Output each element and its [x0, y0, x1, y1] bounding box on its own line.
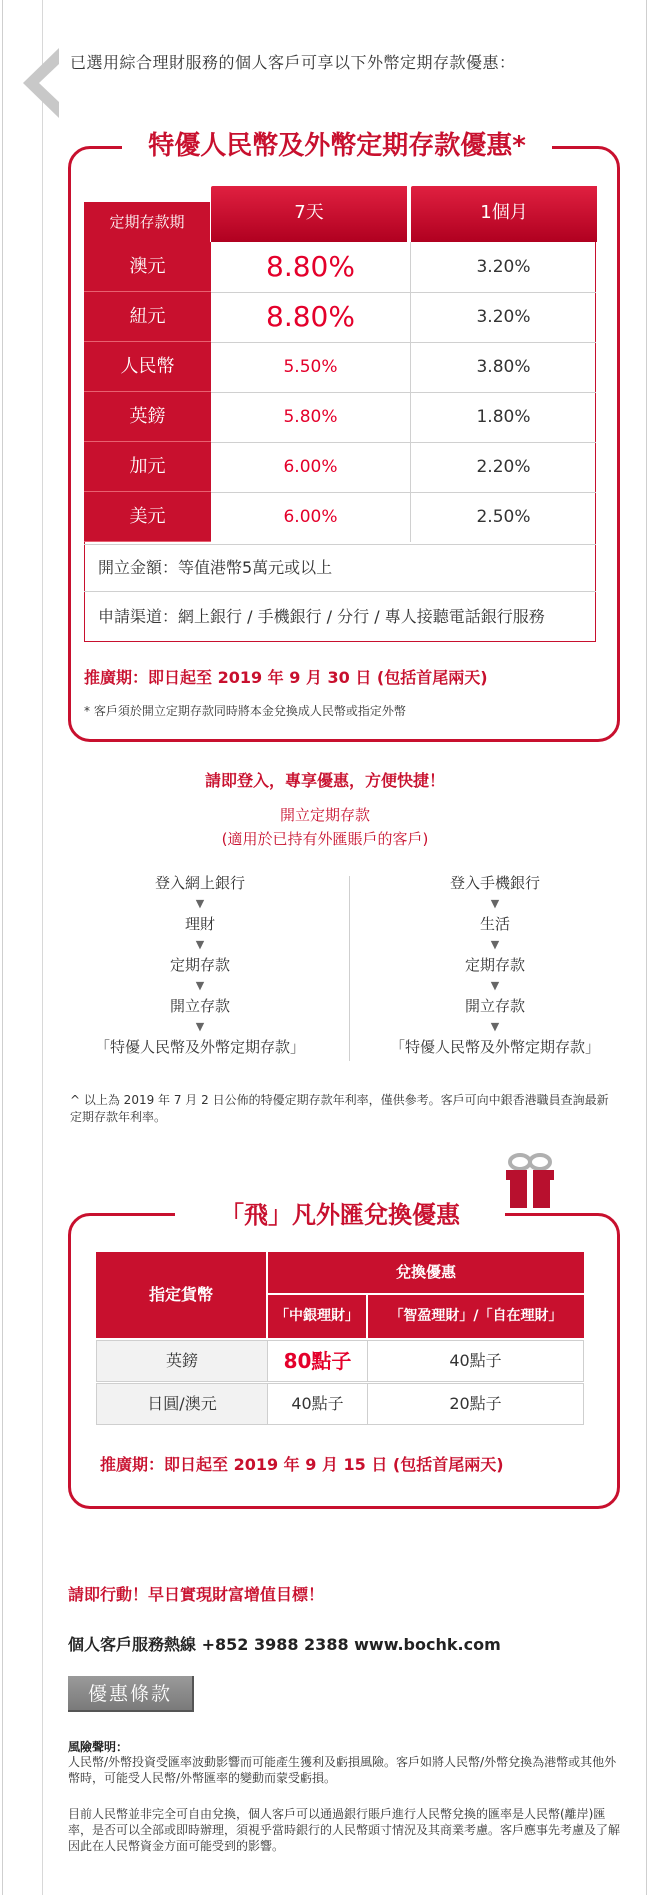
- table-row: [84, 292, 596, 343]
- rate-disclaimer: ^ 以上為 2019 年 7 月 2 日公佈的特優定期存款年利率，僅供參考。客戶可向中銀香港職員查詢最新定期存款年利率。: [70, 1093, 609, 1124]
- other-wealth-header: 「智盈理財」/「自在理財」: [368, 1295, 584, 1338]
- rate-7d-cell: 8.80%: [211, 292, 411, 342]
- rate-footnote: * 客戶須於開立定期存款同時將本金兌換成人民幣或指定外幣: [84, 704, 406, 718]
- pips-cell: 80點子: [268, 1341, 368, 1381]
- rate-7d-cell: 6.00%: [211, 492, 411, 542]
- down-arrow-icon: ▼: [490, 1020, 500, 1033]
- pips-cell: 20點子: [368, 1384, 583, 1424]
- down-arrow-icon: ▼: [490, 897, 500, 910]
- currency-cell: 人民幣: [84, 342, 211, 392]
- step-item: 「特優人民幣及外幣定期存款」: [389, 1038, 600, 1056]
- term-header: 定期存款期: [84, 202, 210, 242]
- rate-promo-period: 推廣期：即日起至 2019 年 9 月 30 日 (包括首尾兩天): [84, 668, 488, 687]
- down-arrow-icon: ▼: [490, 938, 500, 951]
- table-row: [84, 242, 596, 293]
- table-row: [84, 342, 596, 393]
- exchange-offer-title: 「飛」凡外匯兌換優惠: [175, 1197, 505, 1233]
- table-row: [84, 442, 596, 493]
- min-amount-note: 開立金額：等值港幣5萬元或以上: [84, 544, 596, 592]
- page-border-right: [646, 0, 647, 1895]
- currency-cell: 澳元: [84, 242, 211, 292]
- risk-title: 風險聲明：: [68, 1740, 129, 1754]
- currency-cell: 英鎊: [84, 392, 211, 442]
- rate-1m-cell: 3.20%: [476, 307, 531, 327]
- currency-cell: 加元: [84, 442, 211, 492]
- table-row: [96, 1383, 584, 1425]
- rate-1m-cell: 3.20%: [476, 257, 531, 277]
- rate-1m-cell: 1.80%: [476, 407, 531, 427]
- step-item: 開立存款: [464, 997, 525, 1015]
- rate-7d-cell: 5.50%: [211, 342, 411, 392]
- table-row: [84, 392, 596, 443]
- down-arrow-icon: ▼: [490, 979, 500, 992]
- step-item: 定期存款: [169, 956, 230, 974]
- rate-7d-cell: 8.80%: [211, 242, 411, 292]
- pips-cell: 40點子: [368, 1341, 583, 1381]
- pips-cell: 40點子: [268, 1384, 368, 1424]
- boc-wealth-header: 「中銀理財」: [268, 1295, 366, 1338]
- intro-text: 已選用綜合理財服務的個人客戶可享以下外幣定期存款優惠：: [70, 53, 516, 72]
- rate-1m-cell: 2.50%: [476, 507, 531, 527]
- down-arrow-icon: ▼: [195, 938, 205, 951]
- down-arrow-icon: ▼: [195, 1020, 205, 1033]
- risk-paragraph: 人民幣/外幣投資受匯率波動影響而可能產生獲利及虧損風險。客戶如將人民幣/外幣兌換為港幣或其他外幣時，可能受人民幣/外幣匯率的變動而蒙受虧損。: [68, 1755, 617, 1785]
- step-item: 理財: [184, 915, 215, 933]
- section-marker-icon: [23, 48, 59, 118]
- rate-offer-title: 特優人民幣及外幣定期存款優惠*: [122, 126, 552, 166]
- down-arrow-icon: ▼: [195, 897, 205, 910]
- step-item: 定期存款: [464, 956, 525, 974]
- tab-7-days: 7天: [211, 186, 407, 242]
- table-row: [84, 492, 596, 545]
- channels-note: 申請渠道：網上銀行 / 手機銀行 / 分行 / 專人接聽電話銀行服務: [98, 607, 545, 626]
- currency-cell: 紐元: [84, 292, 211, 342]
- down-arrow-icon: ▼: [195, 979, 205, 992]
- offer-header: 兌換優惠: [268, 1252, 584, 1293]
- page-border-left: [2, 0, 3, 1895]
- tab-1-month: 1個月: [411, 186, 597, 242]
- table-row: [96, 1340, 584, 1382]
- cta-subtitle: 開立定期存款: [279, 806, 370, 824]
- action-line: 請即行動！早日實現財富增值目標！: [68, 1585, 325, 1604]
- step-item: 登入手機銀行: [449, 874, 540, 892]
- cta-headline: 請即登入，專享優惠，方便快捷！: [204, 771, 445, 790]
- steps-divider: [349, 876, 350, 1061]
- gift-icon: [500, 1150, 560, 1210]
- terms-button[interactable]: 優惠條款: [68, 1676, 194, 1712]
- step-item: 「特優人民幣及外幣定期存款」: [94, 1038, 305, 1056]
- rate-1m-cell: 3.80%: [476, 357, 531, 377]
- currency-cell: 英鎊: [97, 1341, 268, 1381]
- risk-paragraph: 目前人民幣並非完全可自由兌換，個人客戶可以通過銀行賬戶進行人民幣兌換的匯率是人民幣(離岸)匯率，是否可以全部或即時辦理，須視乎當時銀行的人民幣頭寸情況及其商業考慮。客戶應事先考慮及了解因此在人民幣資金方面可能受到的影響。: [68, 1807, 621, 1853]
- currency-cell: 美元: [84, 492, 211, 542]
- exchange-promo-period: 推廣期：即日起至 2019 年 9 月 15 日 (包括首尾兩天): [100, 1455, 504, 1474]
- online-banking-steps: [70, 872, 330, 1058]
- step-item: 登入網上銀行: [154, 874, 245, 892]
- step-item: 生活: [479, 915, 510, 933]
- rate-7d-cell: 6.00%: [211, 442, 411, 492]
- rate-1m-cell: 2.20%: [476, 457, 531, 477]
- step-item: 開立存款: [169, 997, 230, 1015]
- currency-header: 指定貨幣: [96, 1252, 266, 1338]
- currency-cell: 日圓/澳元: [97, 1384, 268, 1424]
- rate-7d-cell: 5.80%: [211, 392, 411, 442]
- cta-eligibility: (適用於已持有外匯賬戶的客戶): [221, 830, 429, 848]
- hotline-text: 個人客戶服務熱線 +852 3988 2388 www.bochk.com: [68, 1635, 501, 1654]
- content-guide-line: [42, 0, 43, 1895]
- mobile-banking-steps: [365, 872, 625, 1058]
